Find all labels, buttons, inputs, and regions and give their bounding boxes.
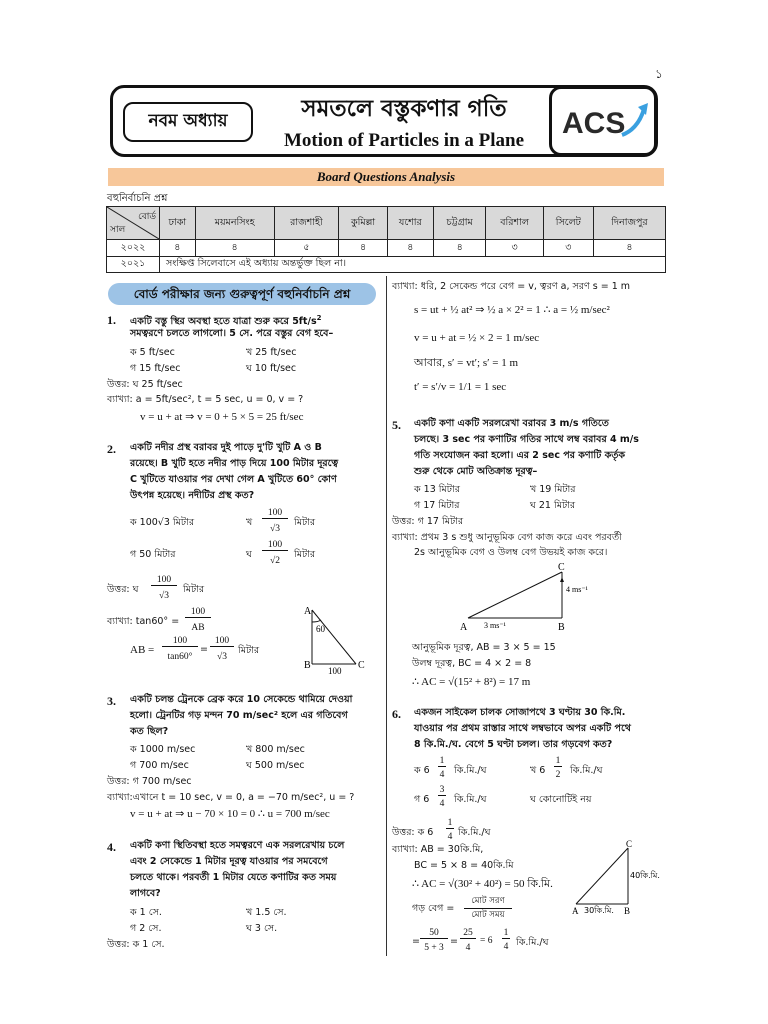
board-header: ময়মনসিংহ [195, 207, 274, 240]
explanation: BC = 5 × 8 = 40কি.মি [414, 860, 514, 871]
acs-logo-icon [552, 89, 654, 153]
count-cell: ৪ [160, 240, 196, 257]
chapter-label: নবম অধ্যায় [123, 102, 253, 142]
explanation-formula: ∴ AC = √(15² + 8²) = 17 m [412, 676, 531, 688]
question-number: 4. [107, 840, 116, 854]
explanation: ব্যাখ্যা: প্রথম 3 s শুধু আনুভূমিক বেগ কাজ করে এবং পরবর্তী [392, 532, 622, 543]
count-cell: ৪ [433, 240, 486, 257]
question-text: একটি কণা স্থিতিবস্থা হতে সমত্বরণে এক সরলরেখায় চলে [130, 840, 345, 851]
board-header: ঢাকা [160, 207, 196, 240]
question-text: এবং 2 সেকেন্ডে 1 মিটার দূরত্ব যাওয়ার পর সমবেগে [130, 856, 328, 867]
count-cell: ৩ [486, 240, 543, 257]
count-cell: ৪ [195, 240, 274, 257]
question-text: C খুটিতে যাওয়ার পর দেখা গেল A খুটিতে 60° কোণ [130, 474, 337, 485]
svg-text:ACS: ACS [562, 107, 626, 140]
option: ক 1000 m/sec [130, 744, 196, 755]
count-cell: ৪ [593, 240, 665, 257]
note-cell: সংক্ষিপ্ত সিলেবাসে এই অধ্যায় অন্তর্ভুক্ত ছিল না। [160, 257, 666, 273]
answer: উত্তর: গ 17 মিটার [392, 516, 464, 527]
important-mcq-heading: বোর্ড পরীক্ষার জন্য গুরুত্বপূর্ণ বহুনির্বাচনি প্রশ্ন [108, 283, 376, 305]
explanation: ব্যাখ্যা: ধরি, 2 সেকেন্ড পরে বেগ = v, ত্বরণ a, সরণ s = 1 m [392, 281, 631, 292]
svg-text:A: A [304, 606, 312, 617]
option: ঘ 500 m/sec [246, 760, 305, 771]
q2-triangle-diagram [290, 600, 380, 678]
section-title: Board Questions Analysis [108, 168, 664, 186]
explanation: আনুভূমিক দূরত্ব, AB = 3 × 5 = 15 [412, 642, 556, 653]
option: খ 800 m/sec [246, 744, 305, 755]
svg-text:C: C [358, 660, 365, 671]
svg-text:30কি.মি.: 30কি.মি. [584, 906, 614, 915]
count-cell: ৪ [387, 240, 433, 257]
year-cell: ২০২১ [107, 257, 160, 273]
option: খ 19 মিটার [530, 484, 576, 495]
board-header: কুমিল্লা [339, 207, 388, 240]
count-cell: ৪ [339, 240, 388, 257]
corner-board-label: বোর্ড [138, 212, 156, 222]
table-row [107, 240, 666, 257]
question-text: গতি সংযোজন করা হলো। এর 2 sec পর কণাটি কর্তৃক [414, 450, 626, 461]
answer: উত্তর: ক 1 সে. [107, 939, 165, 950]
option: ক 5 ft/sec [130, 347, 175, 358]
question-number: 5. [392, 418, 401, 432]
chapter-title-bn: সমতলে বস্তুকণার গতি [301, 96, 507, 122]
question-number: 6. [392, 707, 401, 721]
table-row [107, 257, 666, 273]
question-text: একটি বস্তু স্থির অবস্থা হতে যাত্রা শুরু করে $5ft/s^2$ [130, 314, 322, 328]
option: ক 1 সে. [130, 907, 162, 918]
question-text: একটি চলন্ত ট্রেনকে ব্রেক করে 10 সেকেন্ডে থামিয়ে দেওয়া [130, 694, 353, 705]
question-text: চলতে থাকে। পরবর্তী 1 মিটার যেতে কণাটির কত সময় [130, 872, 337, 883]
option: ক 100√3 মিটার [130, 517, 195, 528]
explanation: ব্যাখ্যা: a = 5ft/sec², t = 5 sec, u = 0, v = ? [107, 394, 304, 405]
svg-text:100: 100 [328, 666, 342, 676]
board-analysis-table [106, 206, 666, 273]
question-number: 3. [107, 694, 116, 708]
explanation-formula: v = u + at ⇒ v = 0 + 5 × 5 = 25 ft/sec [140, 411, 304, 423]
board-header: চট্টগ্রাম [433, 207, 486, 240]
mcq-label: বহুনির্বাচনি প্রশ্ন [107, 193, 168, 204]
option: গ 15 ft/sec [130, 363, 181, 374]
svg-text:4 ms⁻¹: 4 ms⁻¹ [566, 585, 588, 594]
svg-text:B: B [624, 906, 631, 916]
chapter-banner [110, 85, 658, 157]
svg-text:A: A [572, 906, 579, 916]
question-text: হলো। ট্রেনটির গড় মন্দন 70 m/sec² হলে এর গতিবেগ [130, 710, 348, 721]
option: গ 50 মিটার [130, 549, 176, 560]
svg-text:A: A [460, 622, 468, 633]
explanation-formula: t′ = s′/v = 1/1 = 1 sec [414, 381, 507, 393]
question-text: একটি নদীর প্রস্থ বরাবর দুই পাড়ে দু'টি খুটি A ও B [130, 442, 322, 453]
option: ক 13 মিটার [414, 484, 460, 495]
chapter-title-en: Motion of Particles in a Plane [283, 130, 525, 151]
question-number: 1. [107, 313, 116, 327]
svg-text:60: 60 [316, 624, 325, 634]
question-text: 8 কি.মি./ঘ. বেগে 5 ঘণ্টা চলল। তার গড়বেগ কত? [414, 739, 613, 750]
page-number: ১ [655, 67, 663, 81]
answer: উত্তর: ঘ 25 ft/sec [107, 379, 183, 390]
question-text: রয়েছে। B খুটি হতে নদীর পাড় দিয়ে 100 মিটার দূরত্বে [130, 458, 339, 469]
q6-triangle-diagram [566, 840, 666, 920]
question-text: চলছে। 3 sec পর কণাটির গতির সাথে লম্ব বরাবর 4 m/s [414, 434, 639, 445]
svg-text:3 ms⁻¹: 3 ms⁻¹ [484, 621, 506, 630]
svg-text:40কি.মি.: 40কি.মি. [630, 871, 660, 880]
acs-logo [549, 86, 657, 156]
svg-text:C: C [558, 562, 565, 573]
svg-text:C: C [626, 840, 633, 849]
board-header: দিনাজপুর [593, 207, 665, 240]
q5-velocity-diagram [450, 560, 610, 636]
option: খ 1.5 সে. [246, 907, 287, 918]
count-cell: ৫ [274, 240, 339, 257]
year-cell: ২০২২ [107, 240, 160, 257]
option: ঘ 10 ft/sec [246, 363, 297, 374]
question-text: যাওয়ার পর প্রথম রাস্তার সাথে লম্বভাবে অপর একটি পথে [414, 723, 631, 734]
option: ঘ কোনোটিই নয় [530, 794, 592, 805]
board-header: যশোর [387, 207, 433, 240]
option: গ 2 সে. [130, 923, 162, 934]
option: ঘ 21 মিটার [530, 500, 576, 511]
explanation-formula: v = u + at ⇒ u − 70 × 10 = 0 ∴ u = 700 m/sec [130, 808, 330, 820]
explanation: ব্যাখ্যা: AB = 30কি.মি, [392, 844, 484, 855]
option: খ 25 ft/sec [246, 347, 297, 358]
corner-year-label: সাল [110, 225, 126, 235]
count-cell: ৩ [543, 240, 593, 257]
explanation: 2s আনুভূমিক বেগ ও উলম্ব বেগ উভয়ই কাজ করে। [414, 547, 608, 558]
svg-text:B: B [304, 660, 311, 671]
explanation-formula: ∴ AC = √(30² + 40²) = 50 কি.মি. [412, 878, 553, 890]
question-text: একজন সাইকেল চালক সোজাপথে 3 ঘণ্টায় 30 কি.মি. [414, 707, 626, 718]
explanation-formula: v = u + at = ½ × 2 = 1 m/sec [414, 332, 540, 344]
board-header: বরিশাল [486, 207, 543, 240]
question-number: 2. [107, 442, 116, 456]
question-text: সমত্বরণে চলতে লাগলো। 5 সে. পরে বস্তুর বেগ হবে– [130, 328, 334, 339]
svg-text:B: B [558, 622, 565, 633]
answer: উত্তর: গ 700 m/sec [107, 776, 192, 787]
option: ঘ 3 সে. [246, 923, 278, 934]
table-corner-cell [107, 207, 160, 240]
explanation: ব্যাখ্যা:এখানে t = 10 sec, v = 0, a = −70 m/sec², u = ? [107, 792, 355, 803]
board-header: সিলেট [543, 207, 593, 240]
question-text: লাগবে? [130, 888, 161, 899]
option: গ 17 মিটার [414, 500, 460, 511]
board-header: রাজশাহী [274, 207, 339, 240]
option: গ 700 m/sec [130, 760, 189, 771]
question-text: কত ছিল? [130, 726, 169, 737]
column-divider [386, 276, 387, 956]
question-text: একটি কণা একটি সরলরেখা বরাবর 3 m/s গতিতে [414, 418, 609, 429]
explanation: উলম্ব দূরত্ব, BC = 4 × 2 = 8 [412, 658, 532, 669]
explanation-formula: আবার, s′ = vt′; s′ = 1 m [414, 357, 519, 369]
explanation-formula: s = ut + ½ at² ⇒ ½ a × 2² = 1 ∴ a = ½ m/sec² [414, 304, 610, 316]
question-text: শুরু থেকে মোট অতিক্রান্ত দূরত্ব– [414, 466, 538, 477]
question-text: উৎপন্ন হয়েছে। নদীটির প্রস্থ কত? [130, 490, 255, 501]
